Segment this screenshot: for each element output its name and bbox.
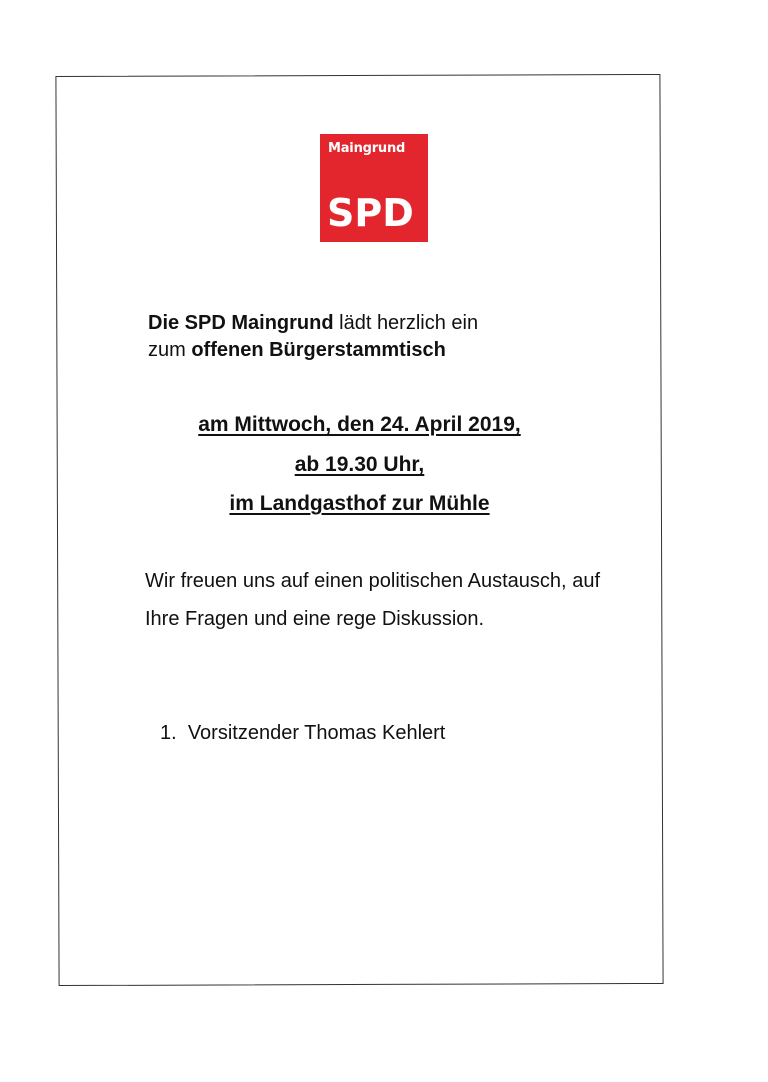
body-paragraph: Wir freuen uns auf einen politischen Austausch, auf Ihre Fragen und eine rege Diskussion. [145,570,600,630]
event-location-text: im Landgasthof zur Mühle [229,492,490,515]
intro-line-1 [148,310,648,337]
signature-text: Vorsitzender Thomas Kehlert [187,722,446,744]
intro-to: zum [148,339,192,361]
intro-line-2 [148,337,648,364]
intro-organizer: Die SPD Maingrund [148,312,334,334]
event-date-text: am Mittwoch, den 24. April 2019, [198,413,521,436]
signature [160,720,445,746]
logo-party: SPD [327,191,414,235]
event-location [57,491,662,517]
event-time-text: ab 19.30 Uhr, [294,453,425,476]
intro-event-name: offenen Bürgerstammtisch [191,339,446,361]
signature-number: 1. [160,722,177,744]
spd-maingrund-logo [320,134,428,242]
event-time [57,452,662,478]
event-date [57,412,662,438]
logo-name: Maingrund [328,141,406,156]
intro-invite: lädt herzlich ein [333,312,479,334]
invitation-intro [148,310,648,364]
